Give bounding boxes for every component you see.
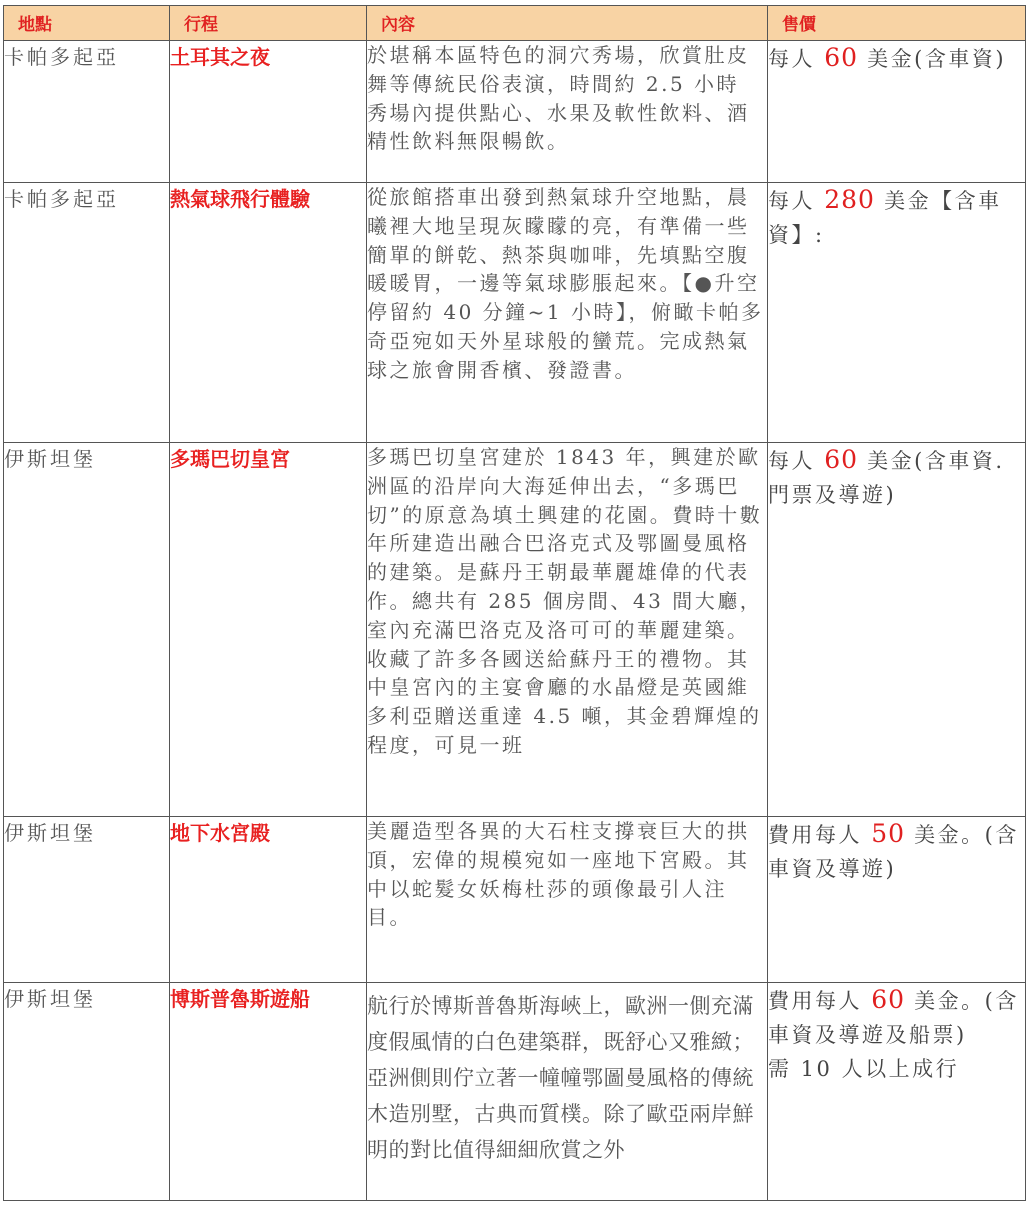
price-prefix: 每人 (768, 189, 825, 213)
description-cell (367, 41, 768, 183)
price-suffix: 美金。(含車資及導遊及船票) (768, 989, 1019, 1047)
itinerary-name: 博斯普魯斯遊船 (170, 983, 367, 1201)
header-itinerary: 行程 (170, 6, 367, 41)
itinerary-name: 土耳其之夜 (170, 41, 367, 183)
price-suffix: 美金(含車資.門票及導遊) (768, 449, 1005, 507)
header-content: 內容 (367, 6, 768, 41)
group-size-note: 需 10 人以上成行 (768, 1057, 960, 1081)
price-amount: 60 (824, 445, 858, 474)
header-location: 地點 (4, 6, 170, 41)
table-row (4, 41, 1026, 183)
description-text: 美麗造型各異的大石柱支撐衰巨大的拱頂，宏偉的規模宛如一座地下宮殿。其中以蛇髮女妖梅杜莎的頭像最引人注目。 (367, 819, 750, 930)
table-row (4, 817, 1026, 983)
price-suffix: 美金(含車資) (858, 47, 1007, 71)
location-cell: 伊斯坦堡 (4, 443, 170, 817)
price-cell (768, 817, 1026, 983)
price-amount: 280 (824, 185, 875, 214)
header-price: 售價 (768, 6, 1026, 41)
description-text: 於堪稱本區特色的洞穴秀場，欣賞肚皮舞等傳統民俗表演，時間約 2.5 小時 (367, 43, 750, 96)
price-amount: 50 (871, 819, 905, 848)
table-row (4, 183, 1026, 443)
price-cell (768, 183, 1026, 443)
description-cell (367, 183, 768, 443)
location-cell: 伊斯坦堡 (4, 817, 170, 983)
price-prefix: 每人 (768, 47, 825, 71)
location-cell: 卡帕多起亞 (4, 183, 170, 443)
description-text: 航行於博斯普魯斯海峽上，歐洲一側充滿度假風情的白色建築群，既舒心又雅緻；亞洲側則佇立著一幢幢鄂圖曼風格的傳統木造別墅，古典而質樸。除了歐亞兩岸鮮明的對比值得細細欣賞之外 (367, 995, 754, 1162)
price-amount: 60 (824, 43, 858, 72)
description-cell (367, 983, 768, 1201)
price-prefix: 每人 (768, 449, 825, 473)
table-row (4, 983, 1026, 1201)
itinerary-name: 地下水宮殿 (170, 817, 367, 983)
price-prefix: 費用每人 (768, 989, 872, 1013)
description-cell (367, 443, 768, 817)
description-text: 秀場內提供點心、水果及軟性飲料、酒精性飲料無限暢飲。 (367, 100, 750, 154)
description-text: 多瑪巴切皇宮建於 1843 年，興建於歐洲區的沿岸向大海延伸出去，“多瑪巴切”的原意為填土興建的花園。費時十數年所建造出融合巴洛克式及鄂圖曼風格的建築。是蘇丹王朝最華麗雄偉的代表作。總共有 285 個房間、43 間大廳，室內充滿巴洛克及洛可可的華麗建築。收藏了許多各國送給蘇丹王的禮物。其中皇宮內的主宴會廳的水晶燈是英國維多利亞贈送重達 4.5 噸，其金碧輝煌的程度，可見一班 (367, 445, 763, 757)
price-suffix: 美金【含車資】: (768, 189, 1002, 247)
price-suffix: 美金。(含車資及導遊) (768, 823, 1019, 881)
price-amount: 60 (871, 985, 905, 1014)
table-row (4, 443, 1026, 817)
price-cell (768, 443, 1026, 817)
description-cell (367, 817, 768, 983)
price-prefix: 費用每人 (768, 823, 872, 847)
itinerary-name: 多瑪巴切皇宮 (170, 443, 367, 817)
header-row (4, 6, 1026, 41)
price-cell (768, 41, 1026, 183)
location-cell: 伊斯坦堡 (4, 983, 170, 1201)
tour-options-table (3, 5, 1026, 1201)
price-cell (768, 983, 1026, 1201)
description-text: 從旅館搭車出發到熱氣球升空地點，晨曦裡大地呈現灰矇矇的亮，有準備一些簡單的餅乾、熱茶與咖啡，先填點空腹暖暖胃，一邊等氣球膨脹起來。【●升空停留約 40 分鐘~1 小時】，俯瞰卡帕多奇亞宛如天外星球般的蠻荒。完成熱氣球之旅會開香檳、發證書。 (367, 185, 764, 382)
itinerary-name: 熱氣球飛行體驗 (170, 183, 367, 443)
location-cell: 卡帕多起亞 (4, 41, 170, 183)
